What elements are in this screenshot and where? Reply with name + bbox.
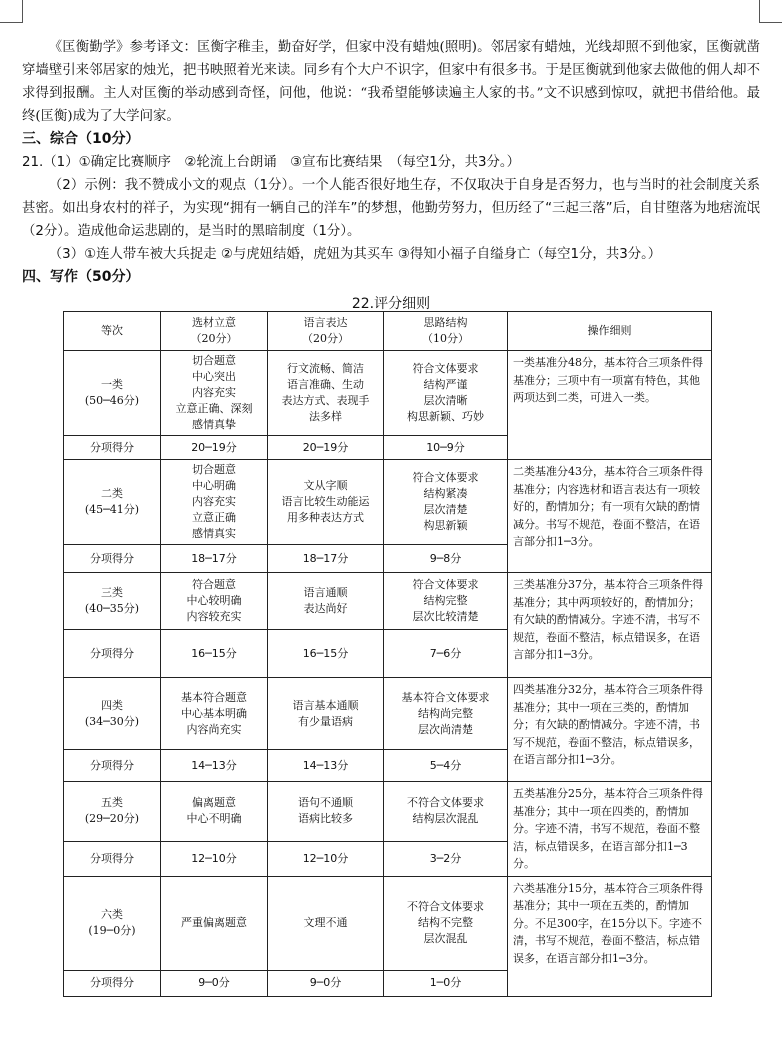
- content-criteria: 严重偏离题意: [161, 876, 268, 970]
- grade-level: 五类 (29─20分): [64, 782, 161, 842]
- grade-row: [64, 876, 712, 970]
- subscore-s3: 7─6分: [384, 630, 508, 678]
- structure-criteria: 符合文体要求 结构紧凑 层次清楚 构思新颖: [384, 460, 508, 545]
- language-criteria: 语言通顺 表达尚好: [268, 573, 384, 630]
- subscore-s2: 9─0分: [268, 970, 384, 996]
- subscore-s1: 18─17分: [161, 545, 268, 573]
- header-level: 等次: [64, 312, 161, 351]
- crop-mark-top-left: [0, 0, 23, 23]
- content-criteria: 偏离题意 中心不明确: [161, 782, 268, 842]
- subscore-s2: 20─19分: [268, 436, 384, 460]
- grading-operations: 一类基准分48分，基本符合三项条件得基准分；三项中有一项富有特色，其他两项达到二类，可进入一类。: [508, 351, 712, 460]
- grade-row: [64, 678, 712, 750]
- subscore-s1: 14─13分: [161, 750, 268, 782]
- header-language: 语言表达 （20分）: [268, 312, 384, 351]
- subscore-s3: 3─2分: [384, 841, 508, 876]
- answer-21-3: （3）①连人带车被大兵捉走 ②与虎妞结婚，虎妞为其买车 ③得知小福子自缢身亡（每空1分，共3分。）: [48, 247, 662, 262]
- subscore-s2: 16─15分: [268, 630, 384, 678]
- grading-operations: 五类基准分25分，基本符合三项条件得基准分；其中一项在四类的，酌情加分。字迹不清，书写不规范，卷面不整洁，标点错误多，在语言部分扣1─3分。: [508, 782, 712, 877]
- structure-criteria: 符合文体要求 结构完整 层次比较清楚: [384, 573, 508, 630]
- structure-criteria: 基本符合文体要求 结构尚完整 层次尚清楚: [384, 678, 508, 750]
- language-criteria: 行文流畅、简洁 语言准确、生动 表达方式、表现手 法多样: [268, 351, 384, 436]
- answer-21-1: 21.（1）①确定比赛顺序 ②轮流上台朗诵 ③宣布比赛结果 （每空1分，共3分。）: [22, 155, 520, 170]
- structure-criteria: 不符合文体要求 结构不完整 层次混乱: [384, 876, 508, 970]
- language-criteria: 语言基本通顺 有少量语病: [268, 678, 384, 750]
- section-heading-3: 三、综合（10分）: [22, 131, 140, 147]
- subscore-s1: 16─15分: [161, 630, 268, 678]
- grading-operations: 六类基准分15分，基本符合三项条件得基准分；其中一项在五类的，酌情加分。不足300字，在15分以下。字迹不清，书写不规范，卷面不整洁，标点错误多，在语言部分扣1─3分。: [508, 876, 712, 996]
- subscore-label: 分项得分: [64, 436, 161, 460]
- subscore-s2: 14─13分: [268, 750, 384, 782]
- answer-page: [22, 36, 760, 319]
- language-criteria: 语句不通顺 语病比较多: [268, 782, 384, 842]
- subscore-label: 分项得分: [64, 970, 161, 996]
- grade-level: 一类 (50─46分): [64, 351, 161, 436]
- language-criteria: 文从字顺 语言比较生动能运 用多种表达方式: [268, 460, 384, 545]
- grade-row: [64, 351, 712, 436]
- grading-operations: 三类基准分37分，基本符合三项条件得基准分；其中两项较好的，酌情加分；有欠缺的酌情减分。字迹不清，书写不规范，卷面不整洁，标点错误多，在语言部分扣1─3分。: [508, 573, 712, 678]
- subscore-label: 分项得分: [64, 841, 161, 876]
- table-header-row: [64, 312, 712, 351]
- grade-level: 三类 (40─35分): [64, 573, 161, 630]
- table-caption: 22.评分细则: [351, 296, 431, 312]
- subscore-s3: 10─9分: [384, 436, 508, 460]
- subscore-s2: 18─17分: [268, 545, 384, 573]
- content-criteria: 符合题意 中心较明确 内容较充实: [161, 573, 268, 630]
- content-criteria: 基本符合题意 中心基本明确 内容尚充实: [161, 678, 268, 750]
- grade-level: 四类 (34─30分): [64, 678, 161, 750]
- subscore-s1: 12─10分: [161, 841, 268, 876]
- grading-operations: 二类基准分43分，基本符合三项条件得基准分；内容选材和语言表达有一项较好的，酌情加分；有一项有欠缺的酌情减分。书写不规范，卷面不整洁，在语言部分扣1─3分。: [508, 460, 712, 573]
- crop-mark-top-right: [759, 0, 782, 23]
- content-criteria: 切合题意 中心突出 内容充实 立意正确、深刻 感情真挚: [161, 351, 268, 436]
- answer-21-2: （2）示例：我不赞成小文的观点（1分）。一个人能否很好地生存，不仅取决于自身是否努力，也与当时的社会制度关系甚密。如出身农村的祥子，为实现“拥有一辆自己的洋车”的梦想，他勤劳努力，但历经了“三起三落”后，自甘堕落为地痞流氓（2分）。造成他命运悲剧的，是当时的黑暗制度（1分）。: [22, 178, 760, 239]
- language-criteria: 文理不通: [268, 876, 384, 970]
- grade-level: 六类 (19─0分): [64, 876, 161, 970]
- subscore-s1: 9─0分: [161, 970, 268, 996]
- grade-row: [64, 573, 712, 630]
- subscore-label: 分项得分: [64, 630, 161, 678]
- structure-criteria: 符合文体要求 结构严谨 层次清晰 构思新颖、巧妙: [384, 351, 508, 436]
- grading-table: [63, 311, 712, 997]
- grade-row: [64, 460, 712, 545]
- grading-operations: 四类基准分32分，基本符合三项条件得基准分；其中一项在三类的，酌情加分；有欠缺的酌情减分。字迹不清，书写不规范，卷面不整洁，标点错误多，在语言部分扣1─3分。: [508, 678, 712, 782]
- content-criteria: 切合题意 中心明确 内容充实 立意正确 感情真实: [161, 460, 268, 545]
- subscore-label: 分项得分: [64, 750, 161, 782]
- subscore-s3: 5─4分: [384, 750, 508, 782]
- structure-criteria: 不符合文体要求 结构层次混乱: [384, 782, 508, 842]
- header-content: 选材立意 （20分）: [161, 312, 268, 351]
- section-heading-4: 四、写作（50分）: [22, 269, 140, 285]
- subscore-s2: 12─10分: [268, 841, 384, 876]
- header-structure: 思路结构 （10分）: [384, 312, 508, 351]
- translation-paragraph: 《匡衡勤学》参考译文：匡衡字稚圭，勤奋好学，但家中没有蜡烛(照明)。邻居家有蜡烛，光线却照不到他家，匡衡就凿穿墙壁引来邻居家的烛光，把书映照着光来读。同乡有个大户不识字，但家中有很多书。于是匡衡就到他家去做他的佣人却不求得到报酬。主人对匡衡的举动感到奇怪，问他，他说：“我希望能够读遍主人家的书。”文不识感到惊叹，就把书借给他。最终(匡衡)成为了大学问家。: [22, 40, 760, 124]
- grade-level: 二类 (45─41分): [64, 460, 161, 545]
- subscore-label: 分项得分: [64, 545, 161, 573]
- grade-row: [64, 782, 712, 842]
- subscore-s3: 9─8分: [384, 545, 508, 573]
- header-operations: 操作细则: [508, 312, 712, 351]
- subscore-s3: 1─0分: [384, 970, 508, 996]
- subscore-s1: 20─19分: [161, 436, 268, 460]
